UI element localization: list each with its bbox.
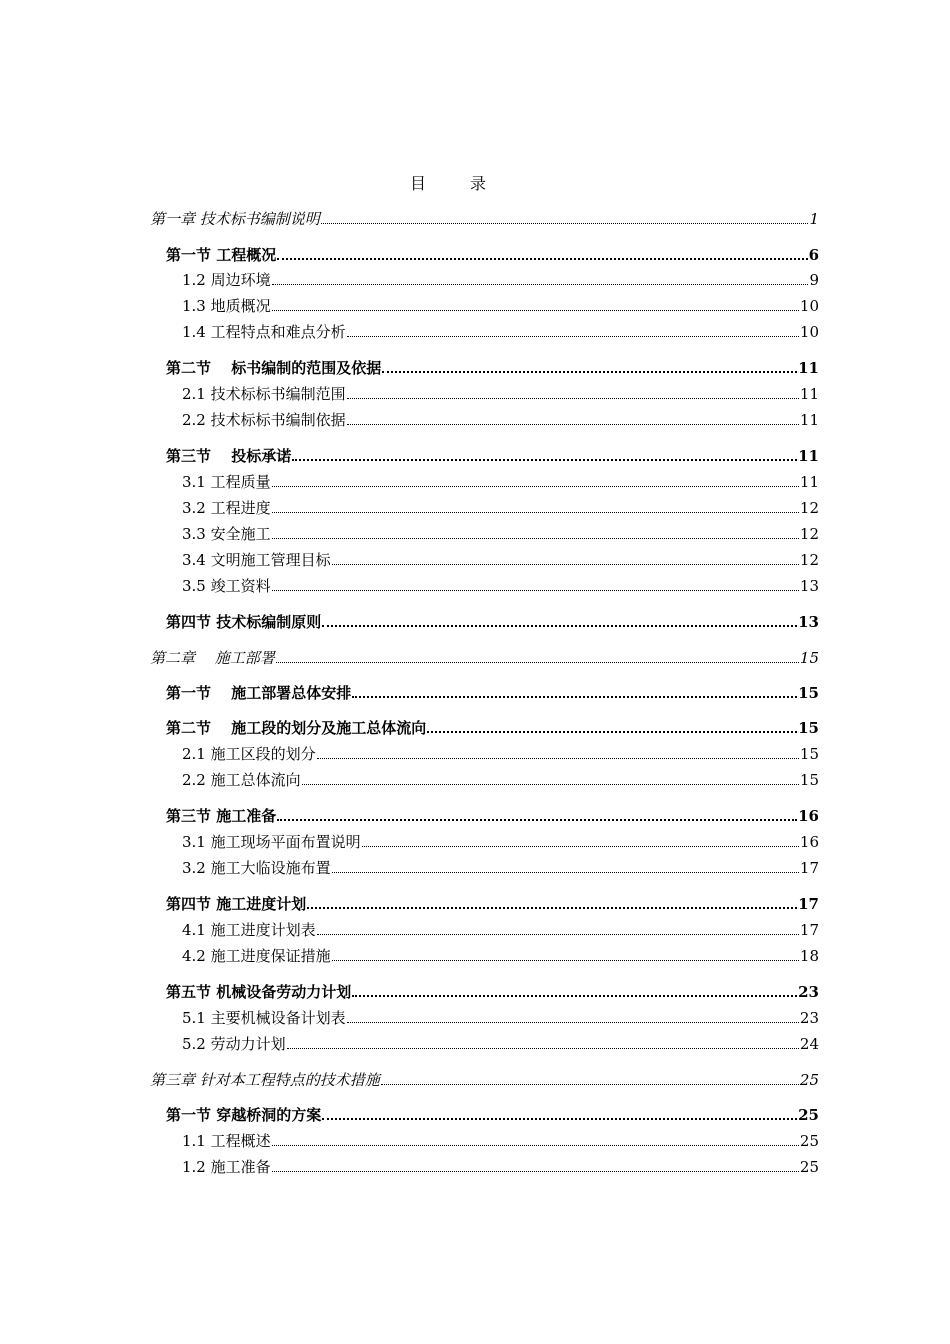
toc-entry-page-number: 16 [798,807,819,825]
toc-entry-section[interactable] [166,356,819,380]
toc-entry-title: 4.2 施工进度保证措施 [182,947,331,965]
toc-entry-sub[interactable] [182,830,819,854]
toc-entry-title: 3.1 工程质量 [182,473,271,491]
toc-entry-title: 4.1 施工进度计划表 [182,921,316,939]
toc-entry-sub[interactable] [182,294,819,318]
toc-entry-sub[interactable] [182,742,819,766]
toc-entry-page-number: 25 [799,1158,819,1176]
toc-entry-page-number: 25 [799,1132,819,1150]
toc-entry-page-number: 24 [799,1035,819,1053]
toc-entry-page-number: 15 [799,745,819,763]
toc-entry-page-number: 13 [799,577,819,595]
dot-leader [322,1118,797,1120]
toc-entry-title: 1.2 施工准备 [182,1158,271,1176]
toc-entry-title: 1.2 周边环境 [182,271,271,289]
toc-entry-page-number: 11 [799,411,819,429]
dot-leader [347,1022,799,1023]
dot-leader [276,662,799,663]
dot-leader [272,1171,799,1172]
toc-entry-title: 第一章 技术标书编制说明 [150,210,320,228]
toc-entry-page-number: 12 [799,525,819,543]
toc-entry-title: 2.1 施工区段的划分 [182,745,316,763]
toc-entry-page-number: 9 [809,271,819,289]
toc-entry-section[interactable] [166,681,819,705]
dot-leader [352,696,797,698]
toc-entry-section[interactable] [166,804,819,828]
toc-entry-page-number: 10 [799,323,819,341]
dot-leader [292,459,797,461]
toc-entry-sub[interactable] [182,320,819,344]
toc-entry-page-number: 15 [799,771,819,789]
toc-entry-chapter[interactable] [150,207,819,231]
dot-leader [272,284,809,285]
toc-entry-chapter[interactable] [150,1068,819,1092]
toc-entry-page-number: 17 [799,921,819,939]
toc-entry-title: 3.2 施工大临设施布置 [182,859,331,877]
toc-entry-sub[interactable] [182,548,819,572]
toc-entry-sub[interactable] [182,768,819,792]
dot-leader [272,590,799,591]
toc-entry-page-number: 15 [799,649,819,667]
dot-leader [332,564,799,565]
dot-leader [277,258,807,260]
toc-entry-title: 第三节 施工准备 [166,807,277,825]
dot-leader [332,960,799,961]
toc-entry-page-number: 1 [809,210,819,228]
dot-leader [322,625,797,627]
toc-entry-title: 1.1 工程概述 [182,1132,271,1150]
toc-entry-title: 3.3 安全施工 [182,525,271,543]
toc-entry-sub[interactable] [182,1155,819,1179]
dot-leader [272,1145,799,1146]
toc-entry-title: 2.2 技术标标书编制依据 [182,411,346,429]
toc-entry-page-number: 12 [799,499,819,517]
toc-title: 目 录 [409,174,500,193]
toc-entry-title: 1.4 工程特点和难点分析 [182,323,346,341]
dot-leader [352,995,797,997]
toc-entry-sub[interactable] [182,856,819,880]
toc-entry-section[interactable] [166,716,819,740]
toc-entry-title: 第二节 施工段的划分及施工总体流向 [166,719,427,737]
toc-entry-page-number: 15 [798,684,819,702]
dot-leader [382,371,797,373]
toc-entry-title: 3.4 文明施工管理目标 [182,551,331,569]
toc-entry-title: 5.1 主要机械设备计划表 [182,1009,346,1027]
toc-entry-title: 第二节 标书编制的范围及依据 [166,359,382,377]
toc-entry-page-number: 23 [798,983,819,1001]
toc-entry-page-number: 18 [799,947,819,965]
toc-entry-title: 第一节 穿越桥洞的方案 [166,1106,322,1124]
toc-entry-section[interactable] [166,892,819,916]
toc-entry-page-number: 6 [808,246,819,264]
toc-entry-title: 5.2 劳动力计划 [182,1035,286,1053]
dot-leader [362,846,799,847]
toc-entry-page-number: 11 [799,473,819,491]
toc-entry-page-number: 17 [798,895,819,913]
toc-entry-page-number: 13 [798,613,819,631]
toc-entry-title: 第五节 机械设备劳动力计划 [166,983,352,1001]
toc-entry-title: 第一节 施工部署总体安排 [166,684,352,702]
dot-leader [317,934,799,935]
dot-leader [302,784,799,785]
toc-entry-title: 3.5 竣工资料 [182,577,271,595]
dot-leader [381,1084,799,1085]
toc-entry-sub[interactable] [182,1032,819,1056]
toc-entry-sub[interactable] [182,918,819,942]
toc-entry-sub[interactable] [182,944,819,968]
toc-entry-sub[interactable] [182,382,819,406]
toc-entry-title: 第三节 投标承诺 [166,447,292,465]
dot-leader [321,223,809,224]
toc-entry-page-number: 25 [799,1071,819,1089]
toc-entry-sub[interactable] [182,408,819,432]
toc-entry-sub[interactable] [182,470,819,494]
dot-leader [272,538,799,539]
toc-entry-sub[interactable] [182,1006,819,1030]
toc-entry-page-number: 12 [799,551,819,569]
dot-leader [272,486,799,487]
toc-entry-page-number: 15 [798,719,819,737]
toc-entry-section[interactable] [166,980,819,1004]
dot-leader [332,872,799,873]
toc-entry-page-number: 11 [799,385,819,403]
toc-entry-sub[interactable] [182,496,819,520]
dot-leader [427,731,797,733]
dot-leader [277,819,797,821]
toc-entry-title: 第一节 工程概况 [166,246,277,264]
toc-entry-chapter[interactable] [150,646,819,670]
dot-leader [347,336,799,337]
toc-entry-sub[interactable] [182,1129,819,1153]
toc-entry-page-number: 16 [799,833,819,851]
dot-leader [347,398,799,399]
toc-entry-title: 2.1 技术标标书编制范围 [182,385,346,403]
toc-entry-sub[interactable] [182,574,819,598]
toc-entry-title: 2.2 施工总体流向 [182,771,301,789]
toc-entry-section[interactable] [166,1103,819,1127]
dot-leader [347,424,799,425]
toc-entry-title: 3.1 施工现场平面布置说明 [182,833,361,851]
toc-entry-page-number: 10 [799,297,819,315]
dot-leader [307,907,797,909]
toc-entry-page-number: 17 [799,859,819,877]
toc-entry-page-number: 23 [799,1009,819,1027]
dot-leader [287,1048,799,1049]
dot-leader [272,310,799,311]
toc-entry-sub[interactable] [182,268,819,292]
toc-entry-title: 第二章 施工部署 [150,649,275,667]
toc-entry-title: 第四节 施工进度计划 [166,895,307,913]
toc-entry-section[interactable] [166,243,819,267]
toc-entry-title: 第三章 针对本工程特点的技术措施 [150,1071,380,1089]
dot-leader [317,758,799,759]
toc-entry-page-number: 11 [798,447,819,465]
toc-entry-section[interactable] [166,444,819,468]
toc-entry-page-number: 11 [798,359,819,377]
toc-entry-page-number: 25 [798,1106,819,1124]
toc-entry-section[interactable] [166,610,819,634]
dot-leader [272,512,799,513]
toc-entry-title: 3.2 工程进度 [182,499,271,517]
toc-entry-title: 第四节 技术标编制原则 [166,613,322,631]
toc-entry-sub[interactable] [182,522,819,546]
toc-entry-title: 1.3 地质概况 [182,297,271,315]
